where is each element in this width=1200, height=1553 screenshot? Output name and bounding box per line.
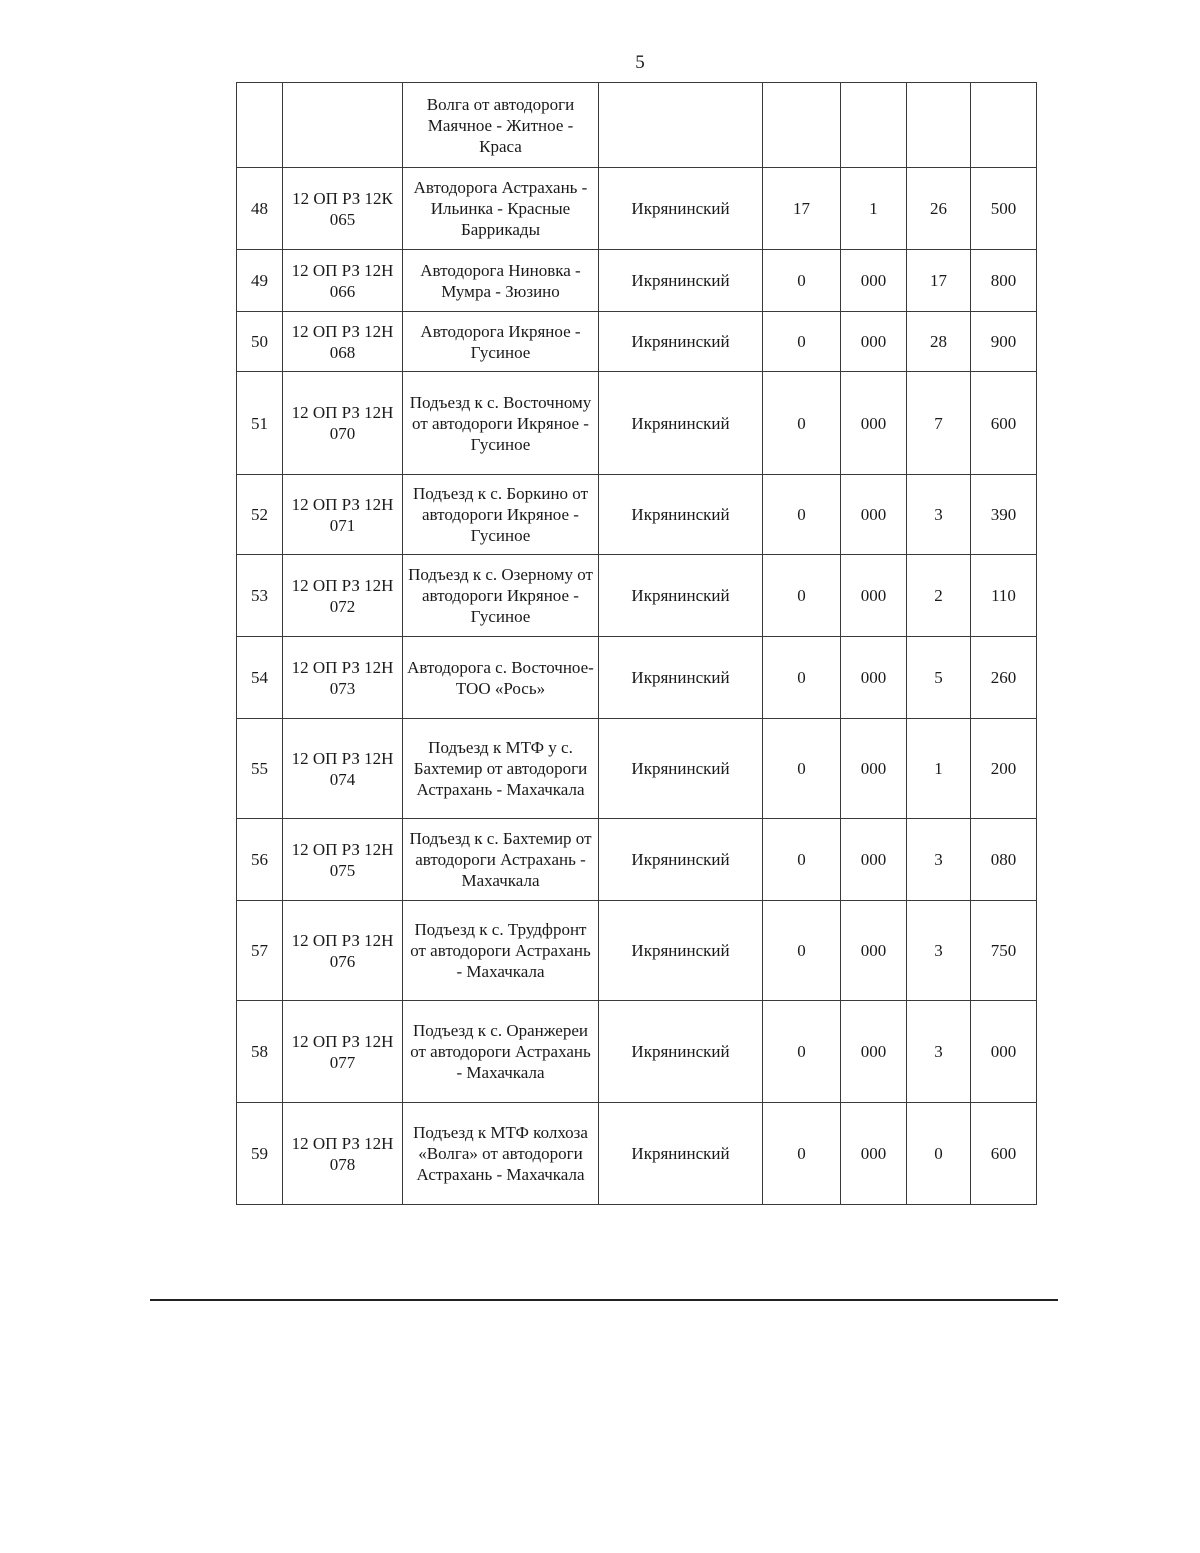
road-name-cell: Подъезд к с. Восточному от автодороги Икряное - Гусиное: [403, 372, 599, 475]
m-start-cell: 000: [841, 1103, 907, 1205]
m-end-cell: 500: [971, 168, 1037, 250]
m-end-cell: 600: [971, 372, 1037, 475]
roads-table: [236, 82, 1037, 1205]
m-end-cell: 200: [971, 719, 1037, 819]
road-name-cell: Подъезд к с. Озерному от автодороги Икряное - Гусиное: [403, 555, 599, 637]
row-number-cell: 58: [237, 1001, 283, 1103]
km-end-cell: [907, 83, 971, 168]
m-start-cell: 000: [841, 1001, 907, 1103]
road-name-cell: Подъезд к с. Бахтемир от автодороги Астрахань - Махачкала: [403, 819, 599, 901]
row-number-cell: 55: [237, 719, 283, 819]
page-number: 5: [635, 52, 645, 73]
table-row: [237, 83, 1037, 168]
table-row: [237, 555, 1037, 637]
m-end-cell: 390: [971, 475, 1037, 555]
road-code-cell: 12 ОП РЗ 12Н 071: [283, 475, 403, 555]
road-code-cell: 12 ОП РЗ 12Н 074: [283, 719, 403, 819]
m-end-cell: 800: [971, 250, 1037, 312]
km-end-cell: 7: [907, 372, 971, 475]
road-code-cell: 12 ОП РЗ 12Н 075: [283, 819, 403, 901]
road-code-cell: 12 ОП РЗ 12Н 066: [283, 250, 403, 312]
table-row: [237, 1103, 1037, 1205]
km-start-cell: 0: [763, 901, 841, 1001]
table-row: [237, 1001, 1037, 1103]
road-name-cell: Автодорога с. Восточное-ТОО «Рось»: [403, 637, 599, 719]
km-start-cell: 0: [763, 312, 841, 372]
row-number-cell: 50: [237, 312, 283, 372]
table-row: [237, 312, 1037, 372]
district-cell: Икрянинский: [599, 719, 763, 819]
district-cell: Икрянинский: [599, 1103, 763, 1205]
district-cell: Икрянинский: [599, 475, 763, 555]
m-start-cell: 1: [841, 168, 907, 250]
km-start-cell: 0: [763, 819, 841, 901]
m-start-cell: 000: [841, 372, 907, 475]
m-start-cell: 000: [841, 312, 907, 372]
m-end-cell: 900: [971, 312, 1037, 372]
road-code-cell: [283, 83, 403, 168]
district-cell: Икрянинский: [599, 555, 763, 637]
row-number-cell: [237, 83, 283, 168]
table-row: [237, 719, 1037, 819]
km-end-cell: 3: [907, 901, 971, 1001]
km-start-cell: 0: [763, 637, 841, 719]
m-start-cell: [841, 83, 907, 168]
table-row: [237, 637, 1037, 719]
table-body: [237, 83, 1037, 1205]
district-cell: Икрянинский: [599, 901, 763, 1001]
row-number-cell: 52: [237, 475, 283, 555]
table-row: [237, 250, 1037, 312]
km-start-cell: 0: [763, 475, 841, 555]
road-name-cell: Автодорога Астрахань - Ильинка - Красные Баррикады: [403, 168, 599, 250]
km-start-cell: 0: [763, 1001, 841, 1103]
km-start-cell: 0: [763, 719, 841, 819]
table-row: [237, 168, 1037, 250]
row-number-cell: 59: [237, 1103, 283, 1205]
m-end-cell: 750: [971, 901, 1037, 1001]
km-start-cell: 0: [763, 250, 841, 312]
m-start-cell: 000: [841, 719, 907, 819]
row-number-cell: 54: [237, 637, 283, 719]
district-cell: Икрянинский: [599, 1001, 763, 1103]
row-number-cell: 49: [237, 250, 283, 312]
district-cell: Икрянинский: [599, 637, 763, 719]
road-code-cell: 12 ОП РЗ 12К 065: [283, 168, 403, 250]
km-end-cell: 26: [907, 168, 971, 250]
m-end-cell: [971, 83, 1037, 168]
row-number-cell: 51: [237, 372, 283, 475]
m-end-cell: 260: [971, 637, 1037, 719]
district-cell: [599, 83, 763, 168]
road-code-cell: 12 ОП РЗ 12Н 076: [283, 901, 403, 1001]
m-end-cell: 000: [971, 1001, 1037, 1103]
m-start-cell: 000: [841, 637, 907, 719]
km-end-cell: 3: [907, 475, 971, 555]
road-code-cell: 12 ОП РЗ 12Н 070: [283, 372, 403, 475]
m-start-cell: 000: [841, 250, 907, 312]
table-row: [237, 475, 1037, 555]
footer-divider: [150, 1299, 1058, 1301]
district-cell: Икрянинский: [599, 168, 763, 250]
km-end-cell: 2: [907, 555, 971, 637]
road-name-cell: Волга от автодороги Маячное - Житное - Краса: [403, 83, 599, 168]
km-start-cell: 0: [763, 372, 841, 475]
road-name-cell: Подъезд к МТФ колхоза «Волга» от автодороги Астрахань - Махачкала: [403, 1103, 599, 1205]
table-row: [237, 819, 1037, 901]
m-end-cell: 110: [971, 555, 1037, 637]
table-row: [237, 372, 1037, 475]
km-end-cell: 3: [907, 1001, 971, 1103]
km-end-cell: 5: [907, 637, 971, 719]
road-name-cell: Подъезд к с. Трудфронт от автодороги Астрахань - Махачкала: [403, 901, 599, 1001]
m-end-cell: 600: [971, 1103, 1037, 1205]
km-end-cell: 0: [907, 1103, 971, 1205]
m-start-cell: 000: [841, 819, 907, 901]
km-end-cell: 3: [907, 819, 971, 901]
road-name-cell: Автодорога Ниновка - Мумра - Зюзино: [403, 250, 599, 312]
km-start-cell: 0: [763, 555, 841, 637]
row-number-cell: 48: [237, 168, 283, 250]
m-end-cell: 080: [971, 819, 1037, 901]
road-code-cell: 12 ОП РЗ 12Н 073: [283, 637, 403, 719]
km-end-cell: 28: [907, 312, 971, 372]
row-number-cell: 53: [237, 555, 283, 637]
row-number-cell: 56: [237, 819, 283, 901]
m-start-cell: 000: [841, 901, 907, 1001]
table-row: [237, 901, 1037, 1001]
road-name-cell: Подъезд к с. Боркино от автодороги Икряное - Гусиное: [403, 475, 599, 555]
road-code-cell: 12 ОП РЗ 12Н 078: [283, 1103, 403, 1205]
district-cell: Икрянинский: [599, 250, 763, 312]
km-start-cell: [763, 83, 841, 168]
road-code-cell: 12 ОП РЗ 12Н 077: [283, 1001, 403, 1103]
road-code-cell: 12 ОП РЗ 12Н 068: [283, 312, 403, 372]
km-end-cell: 1: [907, 719, 971, 819]
row-number-cell: 57: [237, 901, 283, 1001]
m-start-cell: 000: [841, 475, 907, 555]
road-name-cell: Автодорога Икряное - Гусиное: [403, 312, 599, 372]
road-code-cell: 12 ОП РЗ 12Н 072: [283, 555, 403, 637]
district-cell: Икрянинский: [599, 312, 763, 372]
km-end-cell: 17: [907, 250, 971, 312]
road-name-cell: Подъезд к МТФ у с. Бахтемир от автодороги Астрахань - Махачкала: [403, 719, 599, 819]
km-start-cell: 0: [763, 1103, 841, 1205]
district-cell: Икрянинский: [599, 819, 763, 901]
km-start-cell: 17: [763, 168, 841, 250]
road-name-cell: Подъезд к с. Оранжереи от автодороги Астрахань - Махачкала: [403, 1001, 599, 1103]
m-start-cell: 000: [841, 555, 907, 637]
district-cell: Икрянинский: [599, 372, 763, 475]
